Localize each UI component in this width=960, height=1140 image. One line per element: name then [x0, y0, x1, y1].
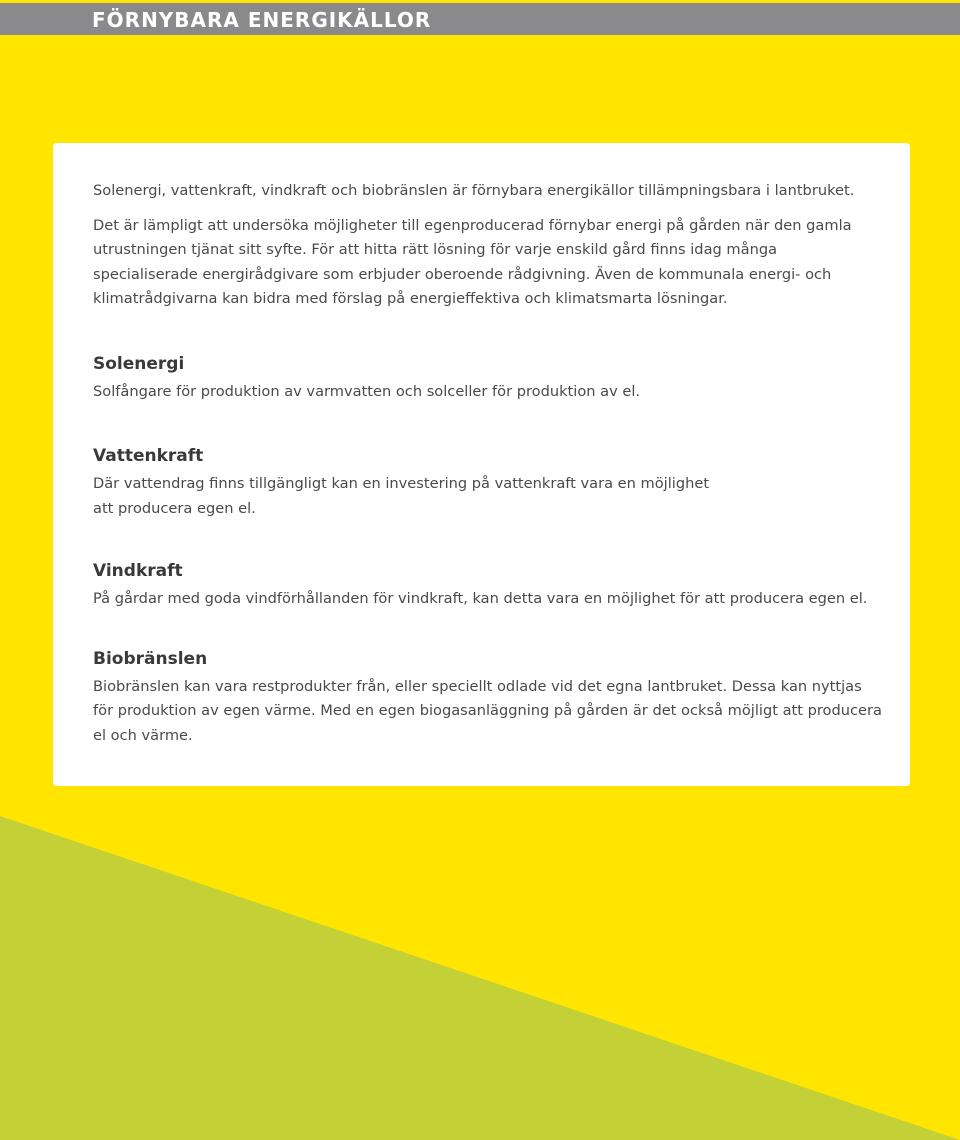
section-heading: Vattenkraft: [93, 446, 204, 466]
section-solenergi: [93, 352, 883, 405]
page-title: FÖRNYBARA ENERGIKÄLLOR: [92, 8, 432, 32]
section-body: Biobränslen kan vara restprodukter från, eller speciellt odlade vid det egna lantbruket. Dessa kan nyttjas för produktion av egen värme. Med en egen biogasanläggning på gården är det också möjligt att producera el och värme.: [93, 677, 882, 744]
intro-paragraph-2: Det är lämpligt att undersöka möjligheter till egenproducerad förnybar energi på gården när den gamla utrustningen tjänat sitt syfte. För att hitta rätt lösning för varje enskild gård finns idag många specialiserade energirådgivare som erbjuder oberoende rådgivning. Även de kommunala energi- och klimatrådgivarna kan bidra med förslag på energieffektiva och klimatsmarta lösningar.: [93, 216, 852, 307]
section-body: Där vattendrag finns tillgängligt kan en investering på vattenkraft vara en möjlighet att producera egen el.: [93, 475, 710, 517]
content-card-body: [93, 179, 883, 748]
section-heading: Solenergi: [93, 353, 185, 374]
section-vattenkraft: [93, 444, 883, 521]
intro-paragraph-1: Solenergi, vattenkraft, vindkraft och biobränslen är förnybara energikällor tillämpningsbara i lantbruket.: [93, 182, 855, 199]
section-biobranslen: [93, 647, 883, 749]
section-body: På gårdar med goda vindförhållanden för vindkraft, kan detta vara en möjlighet för att producera egen el.: [93, 590, 868, 607]
section-heading: Biobränslen: [93, 648, 208, 669]
section-body: Solfångare för produktion av varmvatten och solceller för produktion av el.: [93, 382, 641, 400]
content-card: [53, 143, 910, 786]
section-heading: Vindkraft: [93, 561, 183, 581]
section-vindkraft: [93, 559, 883, 612]
